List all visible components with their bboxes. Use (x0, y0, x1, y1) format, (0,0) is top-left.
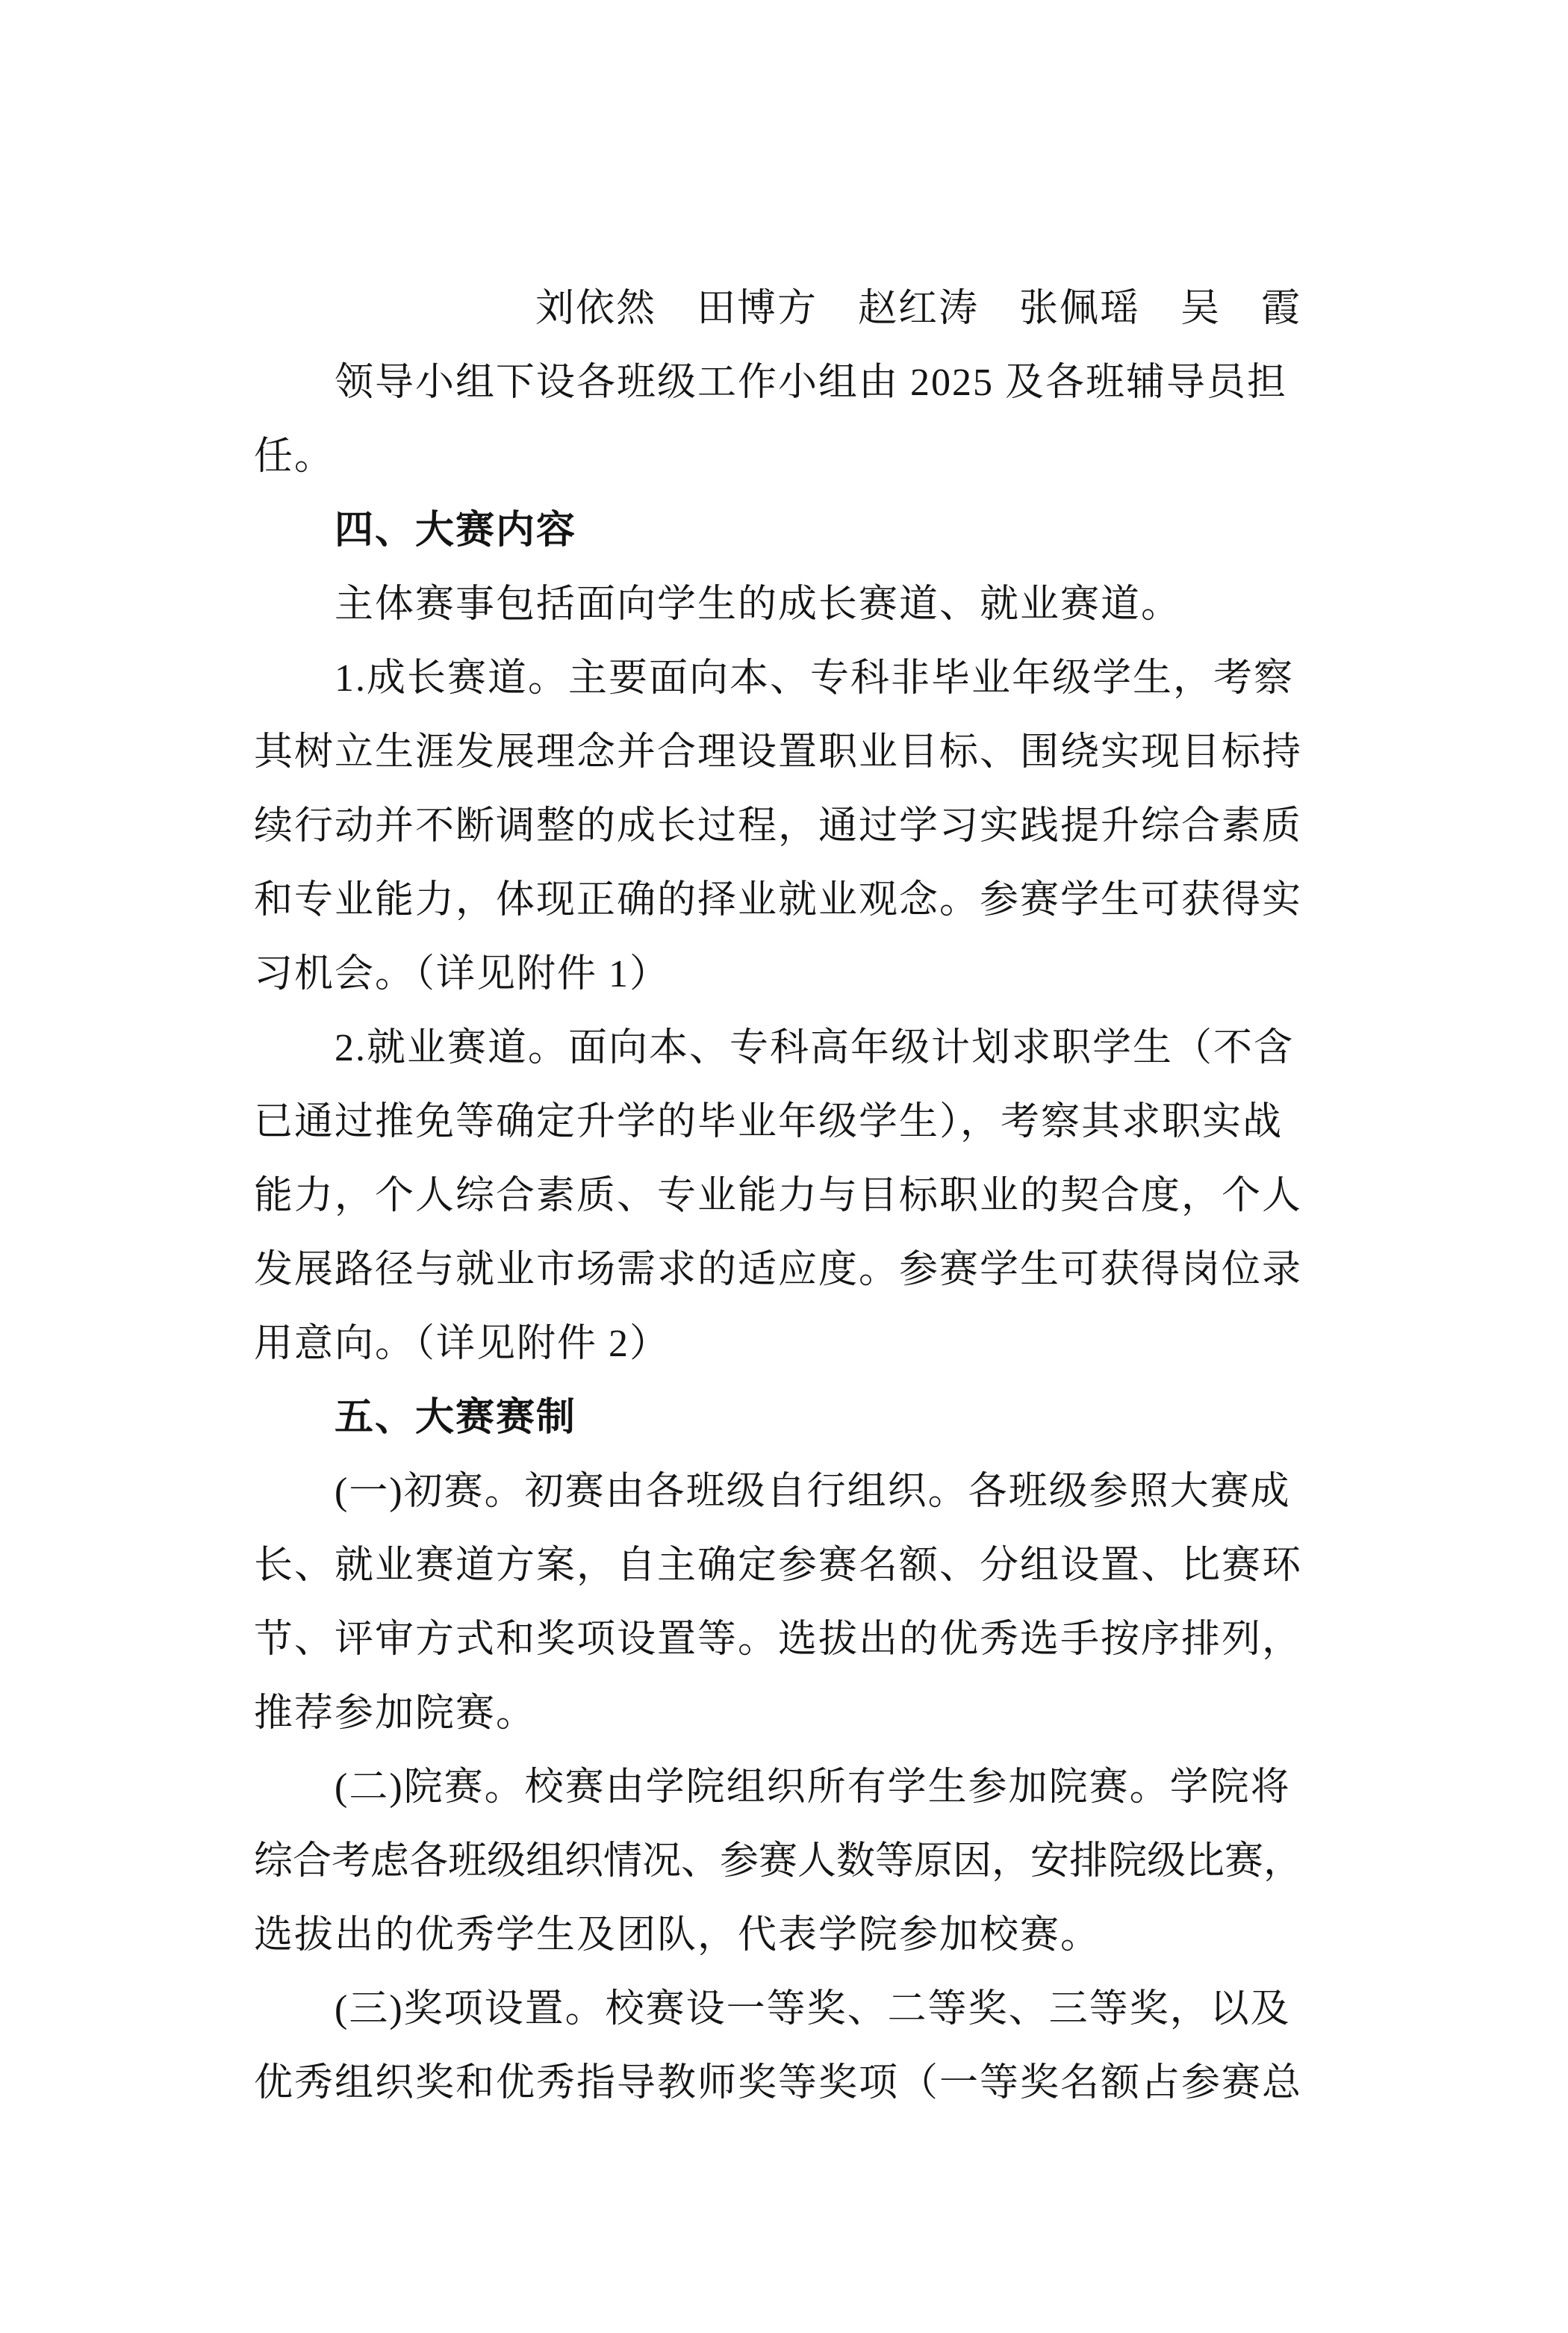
section-4-heading: 四、大赛内容 (335, 509, 577, 552)
section-5-heading: 五、大赛赛制 (335, 1396, 577, 1439)
intro-line: 领导小组下设各班级工作小组由 2025 及各班辅导员担 (335, 361, 1288, 404)
body-line: 其树立生涯发展理念并合理设置职业目标、围绕实现目标持 (254, 731, 1303, 774)
body-line: 综合考虑各班级组织情况、参赛人数等原因，安排院级比赛， (254, 1840, 1303, 1883)
body-line: (三)奖项设置。校赛设一等奖、二等奖、三等奖，以及 (335, 1988, 1291, 2031)
body-line: 发展路径与就业市场需求的适应度。参赛学生可获得岗位录 (254, 1249, 1303, 1291)
body-line: (一)初赛。初赛由各班级自行组织。各班级参照大赛成 (335, 1470, 1291, 1513)
body-line: 推荐参加院赛。 (254, 1692, 537, 1735)
body-line: (二)院赛。校赛由学院组织所有学生参加院赛。学院将 (335, 1766, 1291, 1809)
body-line: 能力，个人综合素质、专业能力与目标职业的契合度，个人 (254, 1175, 1303, 1217)
text-block (254, 272, 1344, 2120)
body-line: 习机会。（详见附件 1） (254, 953, 671, 995)
body-line: 和专业能力，体现正确的择业就业观念。参赛学生可获得实 (254, 879, 1303, 922)
body-line: 已通过推免等确定升学的毕业年级学生），考察其求职实战 (254, 1101, 1284, 1143)
body-line: 优秀组织奖和优秀指导教师奖等奖项（一等奖名额占参赛总 (254, 2062, 1303, 2104)
body-line: 主体赛事包括面向学生的成长赛道、就业赛道。 (335, 583, 1182, 626)
body-line: 1.成长赛道。主要面向本、专科非毕业年级学生，考察 (335, 657, 1295, 700)
body-line: 续行动并不断调整的成长过程，通过学习实践提升综合素质 (254, 805, 1303, 848)
body-line: 长、就业赛道方案，自主确定参赛名额、分组设置、比赛环 (254, 1544, 1303, 1587)
body-line: 节、评审方式和奖项设置等。选拔出的优秀选手按序排列， (254, 1618, 1303, 1661)
leaders-names-line: 刘依然 田博方 赵红涛 张佩瑶 吴 霞 (535, 288, 1302, 330)
body-line: 2.就业赛道。面向本、专科高年级计划求职学生（不含 (335, 1027, 1295, 1069)
intro-line: 任。 (254, 435, 335, 478)
body-line: 用意向。（详见附件 2） (254, 1323, 671, 1365)
body-line: 选拔出的优秀学生及团队，代表学院参加校赛。 (254, 1914, 1101, 1957)
